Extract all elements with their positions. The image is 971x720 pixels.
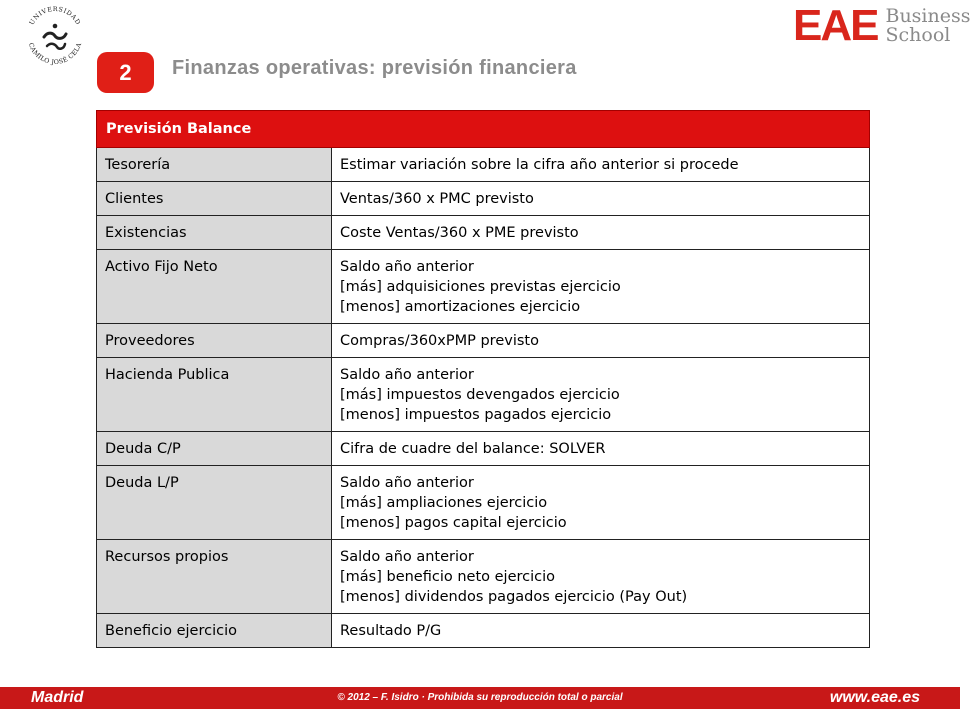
table-row	[97, 358, 870, 432]
row-method	[332, 432, 870, 466]
row-concept: Existencias	[97, 216, 332, 250]
method-line: Coste Ventas/360 x PME previsto	[340, 225, 579, 241]
row-method	[332, 358, 870, 432]
method-line: Saldo año anterior	[340, 367, 474, 383]
method-line: Estimar variación sobre la cifra año anterior si procede	[340, 157, 739, 173]
row-concept: Recursos propios	[97, 540, 332, 614]
eae-logo-subtitle	[885, 7, 970, 45]
row-concept: Deuda C/P	[97, 432, 332, 466]
row-method	[332, 216, 870, 250]
eae-logo-subtitle-line1: Business	[885, 5, 971, 27]
table-header-row	[97, 111, 870, 148]
balance-forecast-table	[96, 110, 870, 648]
table-row	[97, 148, 870, 182]
eae-logo-subtitle-line2: School	[885, 24, 951, 46]
row-method	[332, 148, 870, 182]
section-number-badge: 2	[97, 52, 154, 93]
method-line: Saldo año anterior	[340, 259, 474, 275]
svg-text:UNIVERSIDAD: UNIVERSIDAD	[28, 5, 82, 27]
row-concept: Tesorería	[97, 148, 332, 182]
table-body	[97, 148, 870, 648]
method-line: Resultado P/G	[340, 623, 442, 639]
row-method	[332, 466, 870, 540]
table-row	[97, 540, 870, 614]
method-line: [más] impuestos devengados ejercicio	[340, 387, 620, 403]
table-row	[97, 614, 870, 648]
page-title: Finanzas operativas: previsión financiera	[172, 57, 577, 79]
method-line: [menos] amortizaciones ejercicio	[340, 299, 581, 315]
footer-bar	[0, 687, 960, 709]
method-line: [más] ampliaciones ejercicio	[340, 495, 548, 511]
row-method	[332, 614, 870, 648]
row-method	[332, 250, 870, 324]
table-row	[97, 432, 870, 466]
table-row	[97, 250, 870, 324]
table-row	[97, 324, 870, 358]
table-row	[97, 182, 870, 216]
row-concept: Deuda L/P	[97, 466, 332, 540]
method-line: Saldo año anterior	[340, 475, 474, 491]
row-concept: Activo Fijo Neto	[97, 250, 332, 324]
method-line: Saldo año anterior	[340, 549, 474, 565]
table-row	[97, 466, 870, 540]
footer-website-link[interactable]: www.eae.es	[829, 689, 920, 706]
method-line: Compras/360xPMP previsto	[340, 333, 539, 349]
method-line: [menos] dividendos pagados ejercicio (Pay Out)	[340, 589, 688, 605]
method-line: [más] adquisiciones previstas ejercicio	[340, 279, 621, 295]
eae-business-school-logo	[793, 1, 971, 50]
row-method	[332, 324, 870, 358]
row-concept: Clientes	[97, 182, 332, 216]
footer-city: Madrid	[31, 689, 84, 706]
method-line: Ventas/360 x PMC previsto	[340, 191, 534, 207]
method-line: [menos] pagos capital ejercicio	[340, 515, 567, 531]
table-header: Previsión Balance	[97, 111, 870, 148]
university-seal-logo	[22, 2, 88, 68]
method-line: Cifra de cuadre del balance: SOLVER	[340, 441, 606, 457]
row-concept: Proveedores	[97, 324, 332, 358]
eae-logo-mark: EAE	[793, 1, 878, 50]
method-line: [menos] impuestos pagados ejercicio	[340, 407, 612, 423]
row-concept: Beneficio ejercicio	[97, 614, 332, 648]
table-row	[97, 216, 870, 250]
row-method	[332, 182, 870, 216]
footer-copyright: © 2012 – F. Isidro · Prohibida su reproducción total o parcial	[337, 692, 623, 703]
method-line: [más] beneficio neto ejercicio	[340, 569, 556, 585]
row-concept: Hacienda Publica	[97, 358, 332, 432]
svg-text:CAMILO JOSÉ CELA: CAMILO JOSÉ CELA	[26, 41, 84, 67]
row-method	[332, 540, 870, 614]
